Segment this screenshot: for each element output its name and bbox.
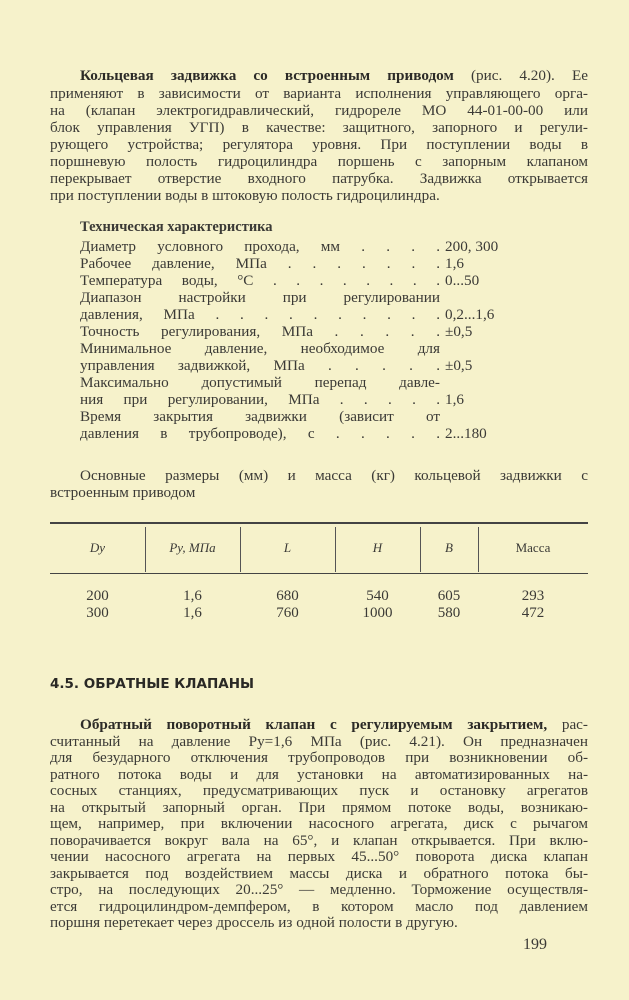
spec-row-value: 1,6 xyxy=(445,255,464,272)
table-cell: 605 xyxy=(437,588,461,604)
spec-row-value: 200, 300 xyxy=(445,238,499,255)
page-number: 199 xyxy=(523,936,547,953)
text-line: применяют в зависимости от варианта исполнения управляющего орга- xyxy=(50,85,588,102)
text-line xyxy=(80,716,588,733)
spec-title: Техническая характеристика xyxy=(80,219,273,235)
spec-row-label: Точность регулирования, МПа . . . . . xyxy=(80,323,440,340)
text-line xyxy=(80,67,588,84)
spec-row-value: 0,2...1,6 xyxy=(445,306,495,323)
text-line: ется гидроцилиндром-демпфером, в котором масло под давлением xyxy=(50,897,588,915)
table-header-cell: B xyxy=(445,540,453,555)
text-line: чении насосного агрегата на первых 45...50° поворота диска клапан xyxy=(50,848,588,865)
spec-row-label: давления в трубопроводе), с . . . . . xyxy=(80,425,440,442)
spec-row-label: ния при регулировании, МПа . . . . . xyxy=(80,391,440,408)
text-span: рас- xyxy=(547,716,588,733)
table-cell: 472 xyxy=(521,605,545,621)
text-span: (рис. 4.20). Ее xyxy=(453,67,588,84)
spec-row-value: 0...50 xyxy=(445,272,480,289)
text-line: поршня перетекает через дроссель из одной полости в другую. xyxy=(50,914,458,931)
spec-row-label: Диапазон настройки при регулировании xyxy=(80,289,440,306)
text-line: сосных станциях, предусматривающих пуск и остановку агрегатов xyxy=(50,782,588,799)
text-line: блок управления УГП) в качестве: защитного, запорного и регули- xyxy=(50,119,588,136)
spec-row-label: Температура воды, °С . . . . . . . . xyxy=(80,272,440,289)
text-line: закрывается под воздействием массы диска и обратного потока бы- xyxy=(50,864,588,882)
spec-row-label: Время закрытия задвижки (зависит от xyxy=(80,408,440,425)
spec-row-value: ±0,5 xyxy=(445,323,473,340)
spec-row-label: Рабочее давление, МПа . . . . . . . xyxy=(80,255,440,272)
text-line: при поступлении воды в штоковую полость гидроцилиндра. xyxy=(50,187,440,204)
table-header-cell: Dу xyxy=(89,540,106,555)
spec-row-value: 2...180 xyxy=(445,425,487,442)
bold-term: Кольцевая задвижка со встроенным приводом xyxy=(80,67,454,84)
table-header-rule xyxy=(50,573,588,574)
table-cell: 1,6 xyxy=(183,605,202,621)
section-heading: 4.5. ОБРАТНЫЕ КЛАПАНЫ xyxy=(50,676,254,692)
table-cell: 1000 xyxy=(362,605,393,621)
text-line: стро, на последующих 20...25° — медленно. Торможение осуществля- xyxy=(50,881,588,898)
table-cell: 1,6 xyxy=(183,588,202,604)
text-line: щем, например, при включении насосного агрегата, диск с рычагом xyxy=(50,815,588,832)
spec-row-label: Максимально допустимый перепад давле- xyxy=(80,374,440,391)
spec-row-value: 1,6 xyxy=(445,391,464,408)
spec-row-label: давления, МПа . . . . . . . . . . xyxy=(80,306,440,323)
text-line: для безударного отключения трубопроводов при возникновении об- xyxy=(50,749,588,766)
table-cell: 540 xyxy=(366,588,389,604)
table-cell: 200 xyxy=(86,588,109,604)
spec-row-label: Минимальное давление, необходимое для xyxy=(80,340,440,357)
text-line: считанный на давление Pу=1,6 МПа (рис. 4.21). Он предназначен xyxy=(50,732,588,750)
text-line: рующего устройства; регулятора уровня. При поступлении воды в xyxy=(50,136,588,153)
table-cell: 680 xyxy=(276,588,299,604)
table-header-cell: Pу, МПа xyxy=(169,540,216,555)
spec-row-label: Диаметр условного прохода, мм . . . . xyxy=(80,238,440,255)
table-cell: 760 xyxy=(276,605,299,621)
table-top-rule xyxy=(50,522,588,524)
bold-term: Обратный поворотный клапан с регулируемым закрытием, xyxy=(80,716,548,733)
text-line: на открытый запорный орган. При прямом потоке воды, возникаю- xyxy=(50,798,588,816)
text-line: на (клапан электрогидравлический, гидрореле МО 44-01-00-00 или xyxy=(50,102,588,119)
spec-row-label: управления задвижкой, МПа . . . . . xyxy=(80,357,440,374)
table-header-cell: H xyxy=(372,540,383,555)
text-line: ратного потока воды и для установки на автоматизированных на- xyxy=(50,765,588,783)
spec-row-value: ±0,5 xyxy=(445,357,473,374)
text-line: поршневую полость гидроцилиндра поршень с запорным клапаном xyxy=(50,153,588,170)
text-line: перекрывает отверстие входного патрубка. Задвижка открывается xyxy=(50,170,588,187)
table-header-cell: Масса xyxy=(515,540,551,555)
caption-line: Основные размеры (мм) и масса (кг) кольцевой задвижки с xyxy=(80,467,588,484)
table-header-cell: L xyxy=(283,540,292,555)
table-cell: 293 xyxy=(521,588,545,604)
text-line: поворачивается вокруг вала на 65°, и клапан открывается. При вклю- xyxy=(50,831,588,849)
caption-line: встроенным приводом xyxy=(50,484,196,501)
table-cell: 300 xyxy=(86,605,109,621)
table-cell: 580 xyxy=(437,605,461,621)
